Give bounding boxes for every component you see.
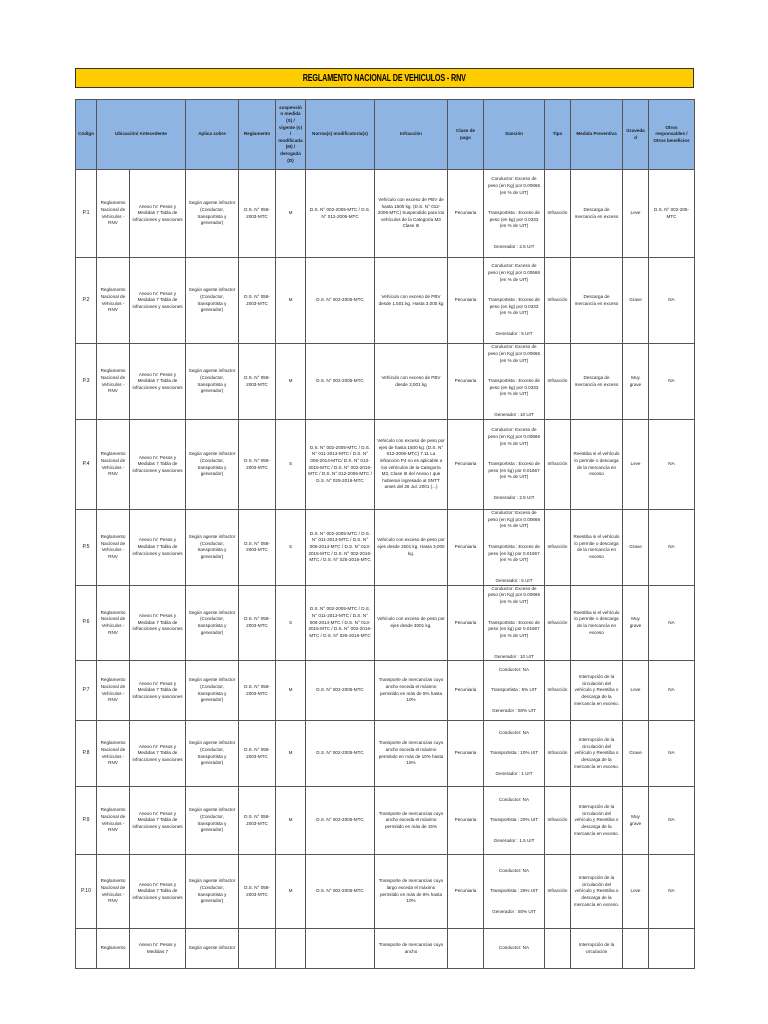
cell-clase: Pecuniaria [448,258,484,344]
header-estado: suspensión medida (S) / vigente (v) / modificada (M) / derogada (D) [276,100,306,170]
sancion-line: Generador : 5 UIT [495,577,533,583]
cell-codigo: P.9 [76,787,97,855]
sancion-line: Conductor: NA [498,666,530,672]
cell-estado: S [276,585,306,661]
sancion-line: Transportista : Exceso de peso (en kg) por 0.01667 (en % de UIT) [488,461,540,480]
cell-aplica: Según agente infractor (Conductor, transportista y generador) [186,510,239,586]
sancion-line: Conductor: NA [498,867,530,873]
cell-gravedad: Muy grave [623,787,649,855]
cell-antecedente: Anexo IV: Pesos y Medidas 7 Tabla de infracciones y sanciones [130,170,186,258]
cell-clase: Pecuniaria [448,585,484,661]
cell-otros: NA [649,661,695,721]
cell-infraccion: Transporte de mercancías cuyo ancho [375,929,448,969]
cell-estado: M [276,170,306,258]
sancion-line: Transportista : Exceso de peso (en kg) por 0.0333 (en % de UIT) [488,378,540,397]
sancion-line: Transportista : Exceso de peso (en kg) por 0.0333 (en % de UIT) [488,210,540,229]
cell-codigo: P.7 [76,661,97,721]
cell-sancion [484,258,545,344]
header-infraccion: Infracción [375,100,448,170]
cell-medida: Descarga de mercancía en exceso [571,344,623,420]
header-aplica: Aplica sobre [186,100,239,170]
cell-antecedente: Anexo IV: Pesos y Medidas 7 Tabla de infracciones y sanciones [130,344,186,420]
cell-reglamento: D.S. N° 058-2003-MTC [239,787,276,855]
cell-otros: NA [649,855,695,929]
sancion-gap [486,530,542,544]
cell-aplica: Según agente infractor [186,929,239,969]
sancion-line: Conductor: Exceso de peso (en Kg) por 0.00666 (en % de UIT) [487,263,541,282]
cell-norma: D.S. N° 002-2005-MTC [306,661,375,721]
cell-medida: Interrupción de la circulación del vehículo y Reestiba o descarga de la mercancía en exceso. [571,787,623,855]
cell-sancion [484,855,545,929]
cell-antecedente: Anexo IV: Pesos y Medidas 7 Tabla de infracciones y sanciones [130,855,186,929]
sancion-line: Generador : 2.5 UIT [493,244,535,250]
cell-tipo: Infracción [545,585,571,661]
sancion-line: Generador : 5 UIT [495,331,533,337]
cell-aplica: Según agente infractor (Conductor, transportista y generador) [186,170,239,258]
cell-reglamento: D.S. N° 058-2003-MTC [239,420,276,510]
sancion-line: Transportista : 20% UIT [489,817,539,823]
cell-ubicacion: Reglamento Nacional de Vehículos - RNV [97,170,130,258]
sancion-line: Generador : 1 UIT [495,771,533,777]
cell-gravedad: Muy grave [623,344,649,420]
cell-medida: Descarga de mercancía en exceso [571,170,623,258]
table-header-row [76,100,695,170]
cell-ubicacion: Reglamento Nacional de Vehículos - RNV [97,721,130,787]
sancion-gap [486,196,542,210]
cell-aplica: Según agente infractor (Conductor, transportista y generador) [186,661,239,721]
sancion-gap [486,874,542,888]
cell-ubicacion: Reglamento Nacional de Vehículos - RNV [97,787,130,855]
cell-tipo: Infracción [545,721,571,787]
cell-gravedad: Leve [623,170,649,258]
cell-estado: M [276,721,306,787]
cell-medida: Interrupción de la circulación del vehículo y Reestiba o descarga de la mercancía en exceso. [571,721,623,787]
sancion-line: Generador : 2.5 UIT [493,495,535,501]
cell-infraccion: Transporte de mercancías cuyo ancho exceda el máximo permitido en más de 5% hasta 10% [375,661,448,721]
header-sancion: Sanción [484,100,545,170]
cell-tipo: Infracción [545,170,571,258]
cell-infraccion: Transporte de mercancías cuyo largo exceda el máximo permitido en más de 8% hasta 10% [375,855,448,929]
cell-norma: D.S. N° 002-2005-MTC / D.S. N° 011-2013-MTC / D.S. N° 006-2014-MTC / D.S. N° 013-2015-MTC / D.S. N° 002-2016-MTC / D.S. N° 025-2016-MTC [306,585,375,661]
cell-clase: Pecuniaria [448,420,484,510]
cell-antecedente: Anexo IV: Pesos y Medidas 7 Tabla de infracciones y sanciones [130,787,186,855]
header-gravedad: Gravedad [623,100,649,170]
cell-norma: D.S. N° 002-2005-MTC [306,258,375,344]
cell-otros: NA [649,585,695,661]
cell-medida: Reestiba si el vehículo lo permite o descarga de la mercancía en exceso [571,585,623,661]
cell-reglamento: D.S. N° 058-2003-MTC [239,510,276,586]
cell-infraccion: Vehículo con exceso de peso por ejes de hasta 1500 kg. (D.S. N° 012-2006-MTC) 7.11 La infracción P4 no es aplicable a los vehículos de la Categoría M3, Clase III del Anexo I que hubieran ingresado al SNTT antes del 26 Jul. 2001 (...) [375,420,448,510]
sancion-gap [486,447,542,461]
cell-sancion [484,787,545,855]
sancion-gap [486,694,542,708]
cell-clase: Pecuniaria [448,510,484,586]
cell-gravedad: Grave [623,510,649,586]
cell-codigo: P.4 [76,420,97,510]
cell-aplica: Según agente infractor (Conductor, transportista y generador) [186,344,239,420]
cell-antecedente: Anexo IV: Pesos y Medidas 7 Tabla de infracciones y sanciones [130,258,186,344]
cell-clase: Pecuniaria [448,344,484,420]
cell-ubicacion: Reglamento [97,929,130,969]
cell-gravedad: Muy grave [623,585,649,661]
cell-tipo: Infracción [545,510,571,586]
cell-infraccion: Vehículo con exceso de PBV desde 3,001 kg [375,344,448,420]
table-row [76,258,695,344]
cell-estado: S [276,510,306,586]
cell-infraccion: Transporte de mercancías cuyo ancho exceda el máximo permitido en más de 10% hasta 15% [375,721,448,787]
table-row [76,170,695,258]
cell-reglamento: D.S. N° 058-2003-MTC [239,258,276,344]
cell-gravedad: Grave [623,721,649,787]
cell-otros: NA [649,420,695,510]
sancion-line: Transportista : Exceso de peso (en kg) por 0.01667 (en % de UIT) [488,619,540,638]
cell-norma: D.S. N° 002-2005-MTC [306,721,375,787]
sancion-line: Transportista : Exceso de peso (en kg) por 0.01667 (en % de UIT) [488,543,540,563]
cell-sancion [484,420,545,510]
cell-antecedente: Anexo IV: Pesos y Medidas 7 Tabla de infracciones y sanciones [130,420,186,510]
cell-tipo: Infracción [545,344,571,420]
cell-aplica: Según agente infractor (Conductor, transportista y generador) [186,721,239,787]
sancion-gap [486,481,542,495]
sancion-gap [486,673,542,687]
header-ubicacion: Ubicación/ Antecedente [97,100,186,170]
cell-estado: M [276,787,306,855]
header-medida: Medida Preventiva [571,100,623,170]
sancion-line: Conductor: Exceso de peso (en Kg) por 0.00666 (en % de UIT) [487,585,541,604]
cell-aplica: Según agente infractor (Conductor, transportista y generador) [186,787,239,855]
sancion-gap [486,230,542,244]
cell-gravedad [623,929,649,969]
cell-estado: S [276,420,306,510]
cell-codigo [76,929,97,969]
cell-clase: Pecuniaria [448,855,484,929]
sancion-line: Conductor: Exceso de peso (en Kg) por 0.00666 (en % de UIT) [487,344,541,363]
cell-tipo [545,929,571,969]
table-row [76,661,695,721]
cell-medida: Reestiba si el vehículo lo permite o descarga de la mercancía en exceso [571,510,623,586]
table-row [76,510,695,586]
cell-norma: D.S. N° 002-2005-MTC [306,855,375,929]
sancion-gap [486,564,542,578]
cell-reglamento: D.S. N° 058-2003-MTC [239,170,276,258]
cell-antecedente: Anexo IV: Pesos y Medidas 7 Tabla de infracciones y sanciones [130,661,186,721]
cell-ubicacion: Reglamento Nacional de Vehículos - RNV [97,420,130,510]
sancion-gap [486,606,542,620]
cell-reglamento: D.S. N° 058-2003-MTC [239,721,276,787]
cell-norma: D.S. N° 002-2005-MTC / D.S. N° 011-2013-MTC / D.S. N° 006-2014-MTC/ D.S. N° 013-2015-MTC / D.S. N° 002-2016-MTC / D.S. N° 012-2006-MTC / D.S. N° 025-2016-MTC [306,420,375,510]
sancion-gap [486,895,542,909]
cell-antecedente: Anexo IV: Pesos y Medidas 7 Tabla de infracciones y sanciones [130,585,186,661]
sancion-line: Generador : 10 UIT [494,653,534,659]
cell-codigo: P.2 [76,258,97,344]
cell-sancion [484,585,545,661]
sancion-gap [486,398,542,412]
table-row [76,344,695,420]
cell-sancion [484,929,545,969]
document-title: REGLAMENTO NACIONAL DE VEHICULOS - RNV [75,68,694,88]
cell-norma: D.S. N° 002-2005-MTC / D.S. N° 012-2006-MTC [306,170,375,258]
header-tipo: Tipo [545,100,571,170]
cell-norma: D.S. N° 002-2005-MTC [306,787,375,855]
sancion-line: Transportista : 5% UIT [491,687,537,693]
cell-tipo: Infracción [545,258,571,344]
cell-infraccion: Vehículo con exceso de peso por ejes desde 3001 kg. [375,585,448,661]
cell-codigo: P.5 [76,510,97,586]
header-norma: Norma(s) modificatoria(s) [306,100,375,170]
cell-estado [276,929,306,969]
header-reglamento: Reglamento [239,100,276,170]
cell-sancion [484,344,545,420]
table-row [76,787,695,855]
cell-infraccion: Transporte de mercancías cuyo ancho exceda el máximo permitido en más de 15% [375,787,448,855]
sancion-line: Conductor: NA [498,796,530,802]
cell-sancion [484,721,545,787]
sancion-line: Transportista : 10% UIT [489,750,539,756]
cell-otros: D.S. N° 002-205-MTC [649,170,695,258]
header-codigo: Código [76,100,97,170]
sancion-line: Conductor: Exceso de peso (en Kg) por 0.00666 (en % de UIT) [487,427,541,446]
cell-gravedad: Grave [623,258,649,344]
cell-sancion [484,170,545,258]
table-row [76,855,695,929]
cell-ubicacion: Reglamento Nacional de Vehículos - RNV [97,258,130,344]
cell-norma [306,929,375,969]
cell-ubicacion: Reglamento Nacional de Vehículos - RNV [97,344,130,420]
cell-otros [649,929,695,969]
cell-medida: Reestiba si el vehículo lo permite o descarga de la mercancía en exceso [571,420,623,510]
cell-antecedente: Anexo IV: Pesos y Medidas 7 Tabla de infracciones y sanciones [130,721,186,787]
cell-ubicacion: Reglamento Nacional de Vehículos - RNV [97,510,130,586]
header-otros: Otros responsables / Otros beneficios [649,100,695,170]
table-row [76,420,695,510]
table-body [76,170,695,969]
cell-norma: D.S. N° 002-2005-MTC [306,344,375,420]
cell-estado: M [276,258,306,344]
cell-tipo: Infracción [545,855,571,929]
sancion-line: Generador : 50% UIT [492,909,536,915]
sancion-gap [486,757,542,771]
cell-infraccion: Vehículo con exceso de PBV de hasta 1500 kg. (D.S. N° 012-2006-MTC) Suspendido para los vehículos de la Categoría M3 Clase III [375,170,448,258]
sancion-line: Transportista : 25% UIT [489,888,539,894]
cell-reglamento: D.S. N° 058-2003-MTC [239,661,276,721]
cell-otros: NA [649,721,695,787]
infractions-table [75,99,695,969]
sancion-gap [486,824,542,838]
cell-tipo: Infracción [545,661,571,721]
cell-medida: Descarga de mercancía en exceso [571,258,623,344]
sancion-gap [486,736,542,750]
cell-clase [448,929,484,969]
cell-aplica: Según agente infractor (Conductor, transportista y generador) [186,258,239,344]
cell-sancion [484,661,545,721]
sancion-line: Generador : 1.5 UIT [493,838,535,844]
header-clase: Clase de pago [448,100,484,170]
sancion-gap [486,640,542,654]
table-row [76,585,695,661]
cell-medida: Interrupción de la circulación del vehículo y Reestiba o descarga de la mercancía en exceso. [571,661,623,721]
cell-codigo: P.8 [76,721,97,787]
table-row [76,721,695,787]
cell-sancion [484,510,545,586]
cell-aplica: Según agente infractor (Conductor, transportista y generador) [186,420,239,510]
cell-clase: Pecuniaria [448,661,484,721]
cell-estado: M [276,661,306,721]
sancion-line: Conductor: Exceso de peso (en Kg) por 0.00666 (en % de UIT) [487,510,541,529]
cell-antecedente: Anexo IV: Pesos y Medidas 7 Tabla de infracciones y sanciones [130,510,186,586]
cell-ubicacion: Reglamento Nacional de Vehículos - RNV [97,661,130,721]
cell-gravedad: Leve [623,420,649,510]
cell-estado: M [276,855,306,929]
cell-reglamento [239,929,276,969]
sancion-gap [486,317,542,331]
sancion-line: Generador : 50% UIT [492,708,536,714]
sancion-line: Conductor: NA [498,945,530,951]
cell-tipo: Infracción [545,420,571,510]
cell-reglamento: D.S. N° 058-2003-MTC [239,585,276,661]
cell-otros: NA [649,258,695,344]
cell-gravedad: Leve [623,661,649,721]
sancion-gap [486,283,542,297]
cell-aplica: Según agente infractor (Conductor, transportista y generador) [186,585,239,661]
cell-ubicacion: Reglamento Nacional de Vehículos - RNV [97,855,130,929]
cell-codigo: P.1 [76,170,97,258]
cell-clase: Pecuniaria [448,787,484,855]
cell-codigo: P.3 [76,344,97,420]
cell-antecedente: Anexo IV: Pesos y Medidas 7 [130,929,186,969]
cell-aplica: Según agente infractor (Conductor, transportista y generador) [186,855,239,929]
cell-clase: Pecuniaria [448,721,484,787]
cell-medida: Interrupción de la circulación [571,929,623,969]
cell-ubicacion: Reglamento Nacional de Vehículos - RNV [97,585,130,661]
cell-otros: NA [649,787,695,855]
cell-clase: Pecuniaria [448,170,484,258]
table-row [76,929,695,969]
cell-otros: NA [649,510,695,586]
cell-tipo: Infracción [545,787,571,855]
sancion-line: Transportista : Exceso de peso (en kg) por 0.0333 (en % de UIT) [488,297,540,316]
cell-otros: NA [649,344,695,420]
cell-norma: D.S. N° 002-2005-MTC / D.S. N° 011-2013-MTC / D.S. N° 006-2014-MTC / D.S. N° 013-2015-MTC / D.S. N° 002-2016-MTC / D.S. N° 025-2016-MTC [306,510,375,586]
sancion-line: Conductor: Exceso de peso (en Kg) por 0.00666 (en % de UIT) [487,176,541,195]
sancion-gap [486,803,542,817]
cell-gravedad: Leve [623,855,649,929]
cell-medida: Interrupción de la circulación del vehículo y Reestiba o descarga de la mercancía en exceso. [571,855,623,929]
cell-codigo: P.10 [76,855,97,929]
cell-infraccion: Vehículo con exceso de peso por ejes desde 1501 kg. Hasta 3,000 kg. [375,510,448,586]
sancion-line: Generador : 10 UIT [494,412,534,418]
cell-infraccion: Vehículo con exceso de PBV desde 1,501 kg. Hasta 3,000 kg [375,258,448,344]
cell-reglamento: D.S. N° 058-2003-MTC [239,855,276,929]
cell-reglamento: D.S. N° 058-2003-MTC [239,344,276,420]
sancion-gap [486,364,542,378]
sancion-line: Conductor: NA [498,729,530,735]
cell-estado: M [276,344,306,420]
cell-codigo: P.6 [76,585,97,661]
